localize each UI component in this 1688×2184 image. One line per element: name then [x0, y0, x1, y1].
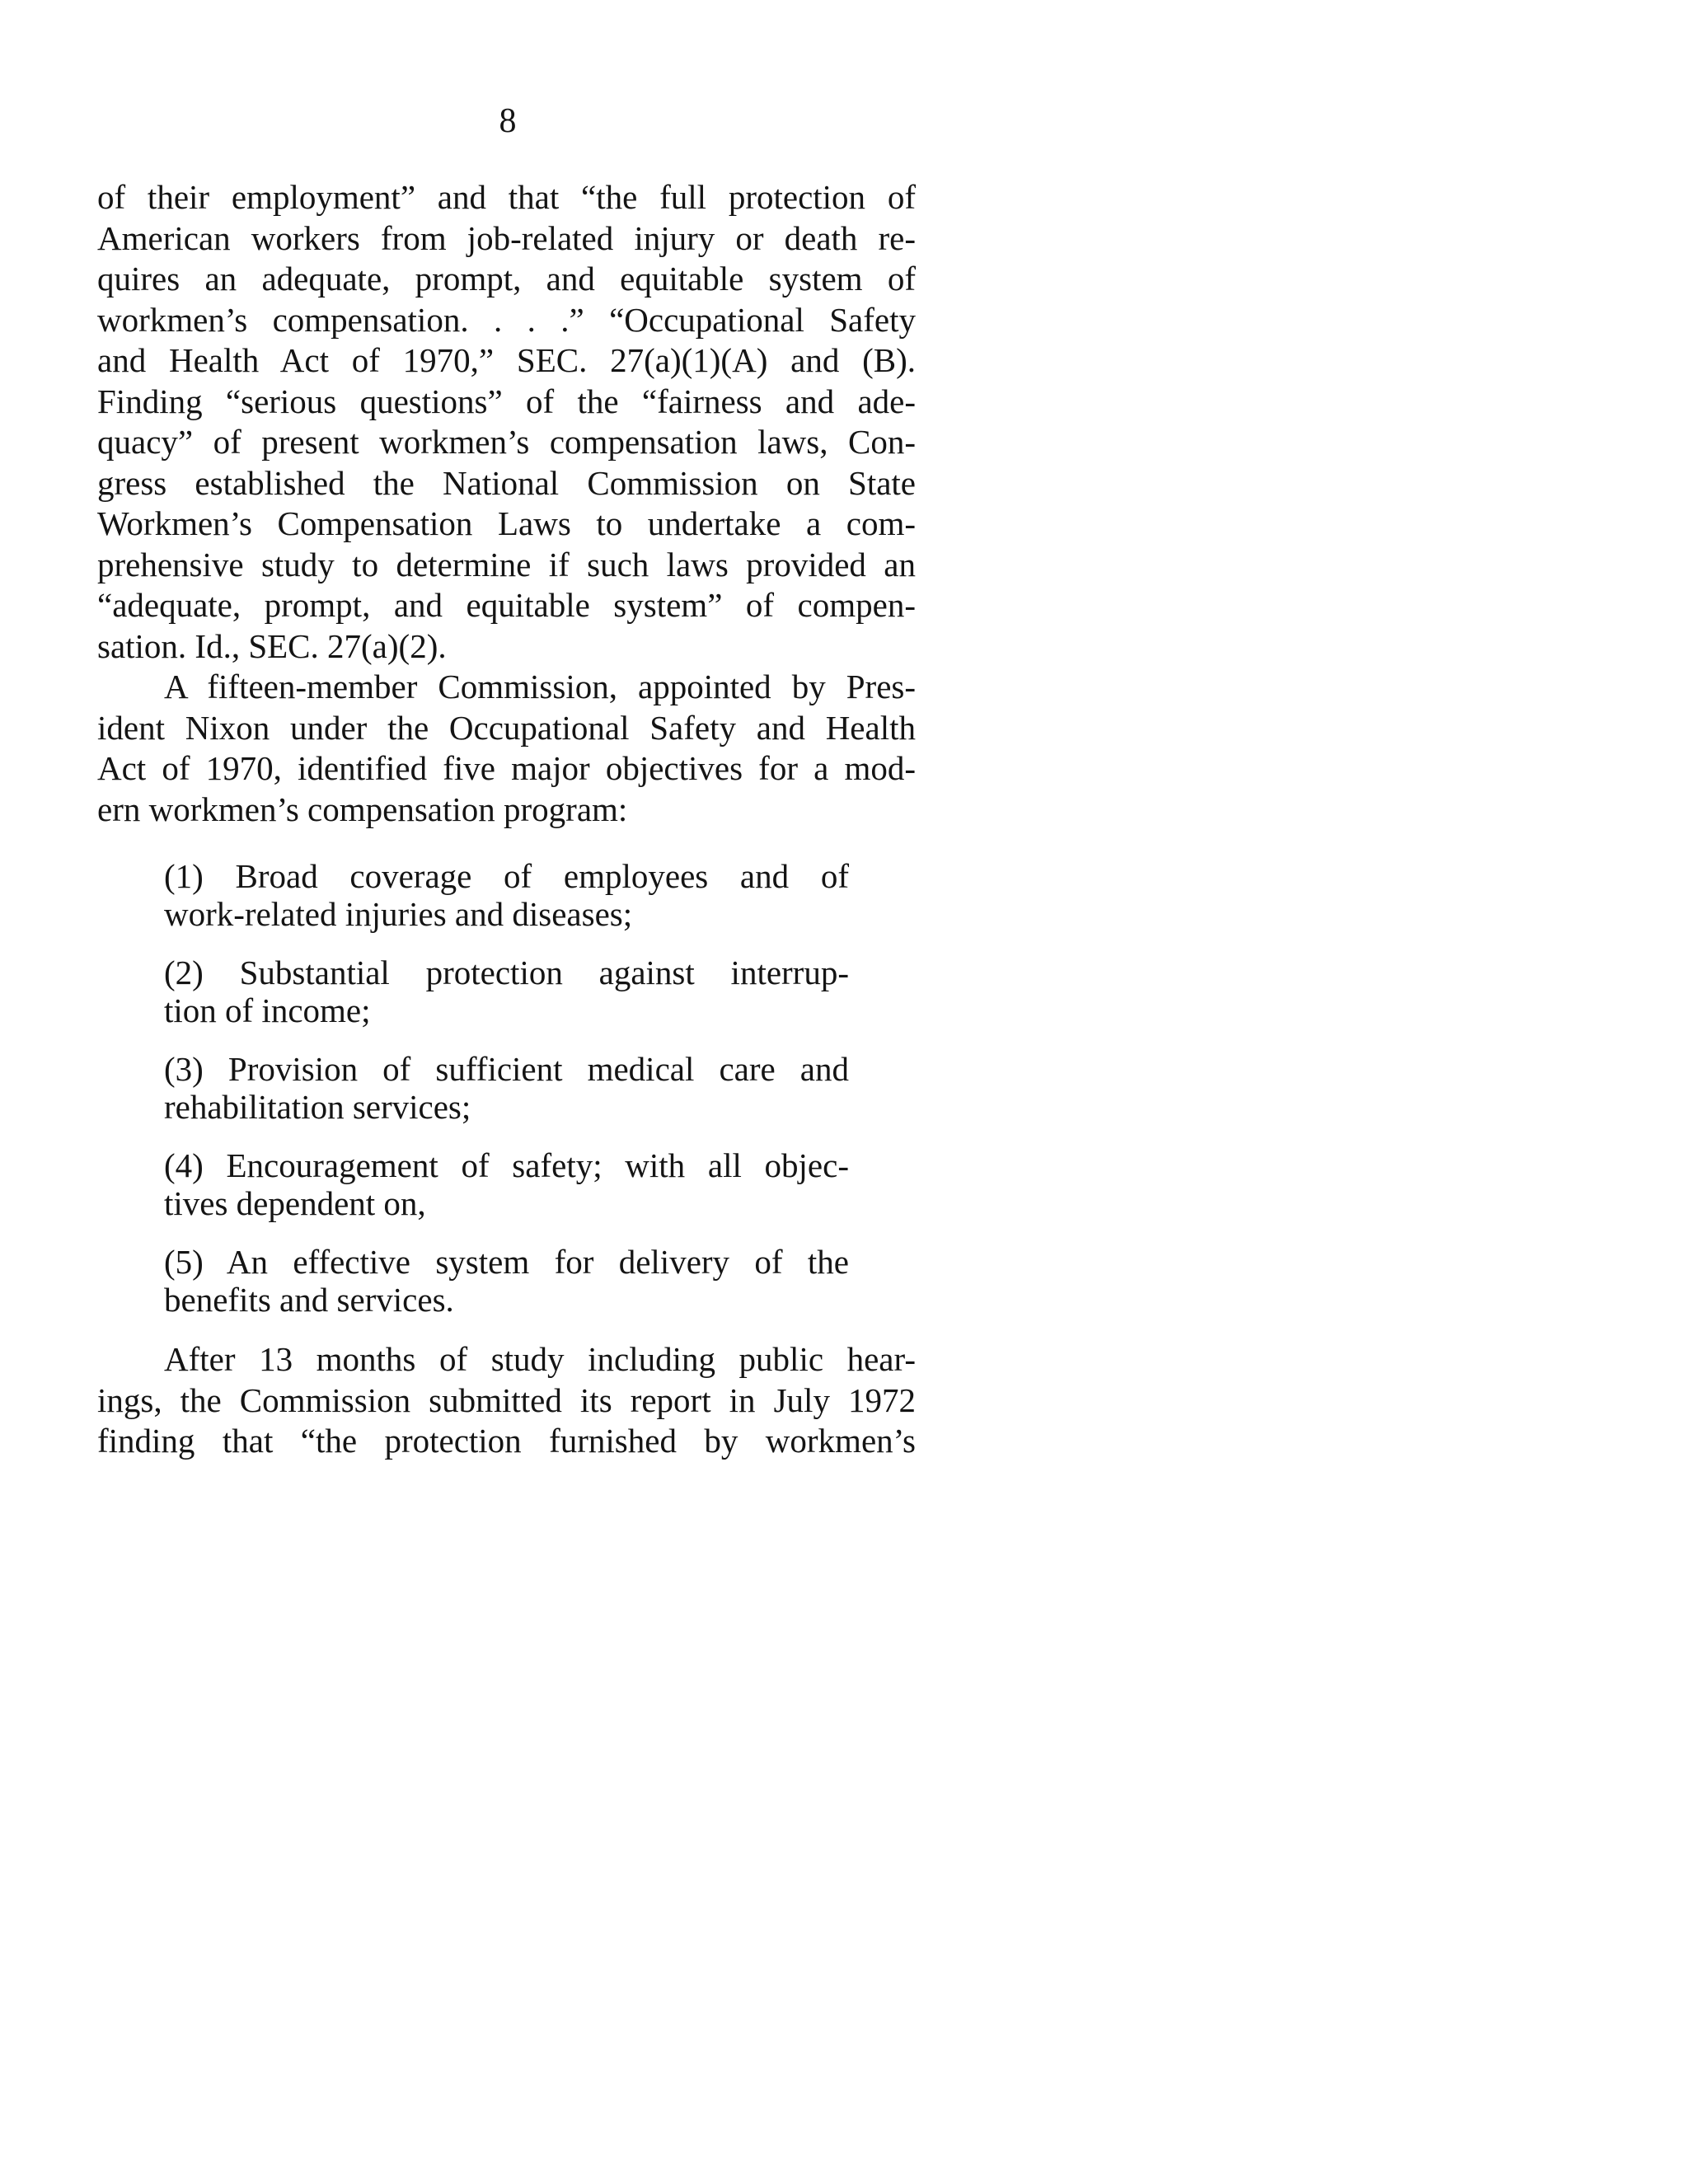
text-line: American workers from job-related injury or death re- [97, 218, 916, 257]
page-number: 8 [499, 102, 517, 140]
text-line: benefits and services. [164, 1281, 454, 1319]
text-line: ident Nixon under the Occupational Safety and Health [97, 708, 916, 747]
text-line: gress established the National Commission on State [97, 463, 916, 502]
paragraph-commission-objectives [97, 667, 916, 830]
text-line: (5) An effective system for delivery of the [164, 1243, 849, 1281]
text-line: “adequate, prompt, and equitable system” of compen- [97, 586, 916, 624]
text-line: Workmen’s Compensation Laws to undertake a com- [97, 504, 916, 542]
text-line: prehensive study to determine if such laws provided an [97, 545, 916, 583]
list-item [97, 1243, 916, 1319]
objectives-list [97, 857, 916, 1319]
text-line: quires an adequate, prompt, and equitable system of [97, 260, 916, 298]
paragraph-osha-findings [97, 177, 916, 667]
list-item [97, 954, 916, 1029]
text-line: finding that “the protection furnished by workmen’s [97, 1422, 916, 1460]
text-line: tives dependent on, [164, 1184, 426, 1222]
text-line: sation. Id., SEC. 27(a)(2). [97, 626, 447, 665]
text-line: (2) Substantial protection against interrup- [164, 954, 849, 991]
text-line: of their employment” and that “the full protection of [97, 178, 916, 216]
text-line: quacy” of present workmen’s compensation laws, Con- [97, 423, 916, 461]
text-line: (1) Broad coverage of employees and of [164, 857, 849, 895]
list-item [97, 857, 916, 933]
text-line: rehabilitation services; [164, 1088, 471, 1126]
text-line: workmen’s compensation. . . .” “Occupational Safety [97, 300, 916, 339]
list-item [97, 1146, 916, 1222]
text-line: After 13 months of study including public hear- [164, 1340, 916, 1378]
text-line: (4) Encouragement of safety; with all objec- [164, 1146, 849, 1184]
text-line: Finding “serious questions” of the “fairness and ade- [97, 382, 916, 420]
text-line: and Health Act of 1970,” SEC. 27(a)(1)(A) and (B). [97, 341, 916, 379]
text-line: ern workmen’s compensation program: [97, 790, 628, 828]
list-item [97, 1050, 916, 1126]
text-line: (3) Provision of sufficient medical care and [164, 1050, 849, 1088]
text-line: tion of income; [164, 991, 371, 1029]
paragraph-commission-report [97, 1339, 916, 1462]
text-line: work-related injuries and diseases; [164, 895, 633, 933]
text-line: Act of 1970, identified five major objectives for a mod- [97, 749, 916, 787]
body-text [97, 177, 916, 1462]
text-line: A fifteen-member Commission, appointed by Pres- [164, 668, 916, 705]
text-line: ings, the Commission submitted its report in July 1972 [97, 1380, 916, 1419]
